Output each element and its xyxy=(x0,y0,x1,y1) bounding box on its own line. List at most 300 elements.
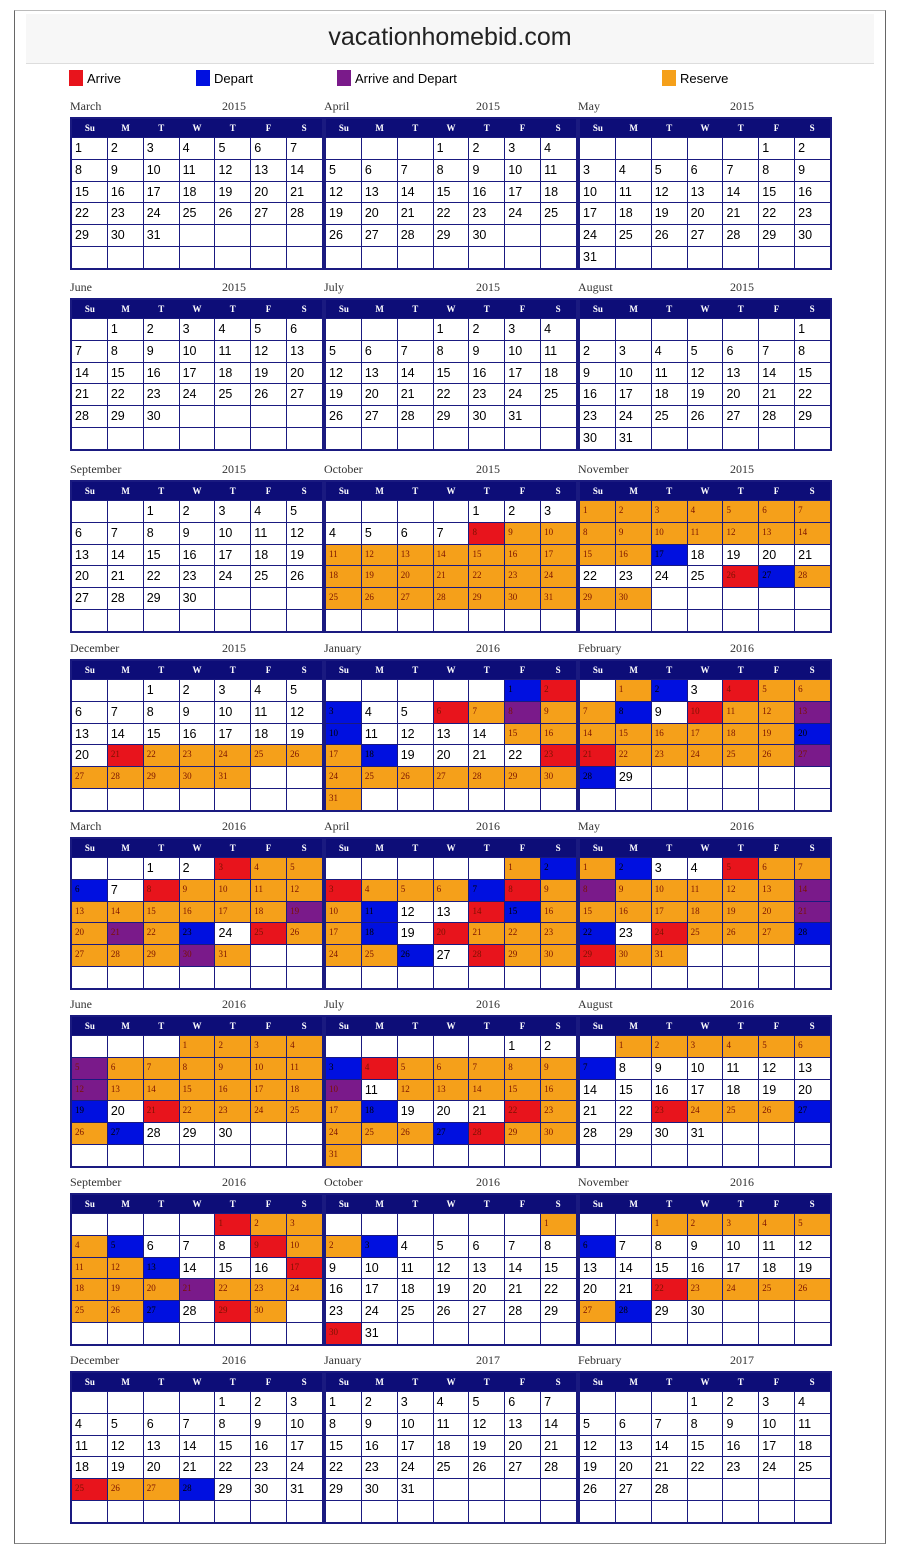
day-cell: 12 xyxy=(326,181,362,203)
calendar-table xyxy=(324,659,578,812)
month-calendar xyxy=(70,1349,324,1524)
day-cell: 11 xyxy=(795,1413,830,1435)
day-cell: 21 xyxy=(398,383,434,405)
day-cell: 29 xyxy=(144,766,180,788)
day-cell: 15 xyxy=(326,1435,362,1457)
day-cell: 2 xyxy=(180,679,216,701)
empty-cell xyxy=(72,1322,108,1344)
empty-cell xyxy=(795,1122,830,1144)
empty-cell xyxy=(215,246,251,268)
day-cell: 25 xyxy=(541,202,576,224)
empty-cell xyxy=(469,1478,505,1500)
day-cell: 17 xyxy=(180,362,216,384)
day-cell: 14 xyxy=(469,1079,505,1101)
month-year: 2015 xyxy=(222,641,246,655)
weekday-label: T xyxy=(412,1377,419,1387)
week-row xyxy=(326,788,576,810)
week-row xyxy=(72,1235,322,1257)
day-cell: 7 xyxy=(398,340,434,362)
empty-cell xyxy=(215,224,251,246)
day-cell: 8 xyxy=(144,879,180,901)
weekday-label: F xyxy=(519,665,526,675)
month-name: May xyxy=(578,819,600,833)
day-cell: 26 xyxy=(688,405,724,427)
empty-cell xyxy=(541,1322,576,1344)
empty-cell xyxy=(795,246,830,268)
weekday-label: M xyxy=(629,304,638,314)
day-cell: 6 xyxy=(795,679,830,701)
day-cell: 26 xyxy=(108,1478,144,1500)
day-cell: 3 xyxy=(287,1391,322,1413)
weekday-label: T xyxy=(666,1199,673,1209)
empty-cell xyxy=(505,1322,541,1344)
empty-cell xyxy=(362,318,398,340)
day-cell: 1 xyxy=(505,1035,541,1057)
weekday-label: F xyxy=(265,1199,272,1209)
weekday-label: T xyxy=(737,843,744,853)
week-row xyxy=(580,137,830,159)
empty-cell xyxy=(72,1213,108,1235)
day-cell: 3 xyxy=(326,701,362,723)
day-cell: 3 xyxy=(362,1235,398,1257)
day-cell: 30 xyxy=(144,405,180,427)
day-cell: 22 xyxy=(652,1278,688,1300)
weekday-label: S xyxy=(555,665,561,675)
day-cell: 21 xyxy=(144,1100,180,1122)
empty-cell xyxy=(795,1322,830,1344)
day-cell: 5 xyxy=(326,340,362,362)
week-row xyxy=(326,901,576,923)
month-header xyxy=(324,815,578,837)
empty-cell xyxy=(541,788,576,810)
day-cell: 26 xyxy=(759,744,795,766)
weekday-label: Su xyxy=(592,1377,603,1387)
weekday-label: S xyxy=(809,123,815,133)
day-cell: 7 xyxy=(434,522,470,544)
empty-cell xyxy=(616,137,652,159)
day-cell: 14 xyxy=(652,1435,688,1457)
empty-cell xyxy=(398,246,434,268)
month-year: 2016 xyxy=(222,1175,246,1189)
week-row xyxy=(72,1144,322,1166)
empty-cell xyxy=(541,246,576,268)
day-cell: 29 xyxy=(541,1300,576,1322)
day-cell: 30 xyxy=(180,766,216,788)
week-row xyxy=(326,362,576,384)
weekday-label: T xyxy=(158,843,165,853)
week-row xyxy=(72,788,322,810)
day-cell: 4 xyxy=(688,857,724,879)
empty-cell xyxy=(469,788,505,810)
month-year: 2016 xyxy=(222,997,246,1011)
day-cell: 18 xyxy=(652,383,688,405)
empty-cell xyxy=(616,1391,652,1413)
weekday-label: W xyxy=(446,123,456,133)
day-cell: 20 xyxy=(362,383,398,405)
empty-cell xyxy=(688,246,724,268)
day-cell: 10 xyxy=(326,723,362,745)
day-cell: 15 xyxy=(180,1079,216,1101)
day-cell: 21 xyxy=(469,922,505,944)
empty-cell xyxy=(469,857,505,879)
day-cell: 20 xyxy=(287,362,322,384)
empty-cell xyxy=(72,318,108,340)
day-cell: 3 xyxy=(759,1391,795,1413)
calendar-table xyxy=(578,1193,832,1346)
weekday-label: W xyxy=(192,123,202,133)
day-cell: 30 xyxy=(580,427,616,449)
day-cell: 15 xyxy=(434,181,470,203)
day-cell: 3 xyxy=(144,137,180,159)
empty-cell xyxy=(326,318,362,340)
day-cell: 15 xyxy=(616,723,652,745)
empty-cell xyxy=(215,427,251,449)
week-row xyxy=(72,1122,322,1144)
legend-label: Arrive and Depart xyxy=(355,70,457,86)
day-cell: 12 xyxy=(251,340,287,362)
day-cell: 14 xyxy=(108,901,144,923)
empty-cell xyxy=(469,1144,505,1166)
day-cell: 12 xyxy=(362,544,398,566)
day-cell: 24 xyxy=(180,383,216,405)
empty-cell xyxy=(541,224,576,246)
day-cell: 9 xyxy=(108,159,144,181)
day-cell: 26 xyxy=(723,922,759,944)
day-cell: 6 xyxy=(505,1391,541,1413)
day-cell: 4 xyxy=(434,1391,470,1413)
weekday-label: Su xyxy=(592,1021,603,1031)
empty-cell xyxy=(505,1144,541,1166)
empty-cell xyxy=(469,427,505,449)
empty-cell xyxy=(688,1500,724,1522)
day-cell: 27 xyxy=(287,383,322,405)
empty-cell xyxy=(505,1478,541,1500)
day-cell: 9 xyxy=(251,1413,287,1435)
weekday-label: T xyxy=(483,304,490,314)
calendar-table xyxy=(324,480,578,633)
empty-cell xyxy=(616,966,652,988)
week-row xyxy=(72,1478,322,1500)
day-cell: 7 xyxy=(469,1057,505,1079)
day-cell: 5 xyxy=(434,1235,470,1257)
weekday-label: W xyxy=(446,665,456,675)
week-row xyxy=(326,427,576,449)
day-cell: 17 xyxy=(616,383,652,405)
month-year: 2015 xyxy=(222,462,246,476)
day-cell: 18 xyxy=(362,1100,398,1122)
day-cell: 6 xyxy=(469,1235,505,1257)
week-row xyxy=(72,1391,322,1413)
day-cell: 11 xyxy=(398,1257,434,1279)
day-cell: 13 xyxy=(616,1435,652,1457)
calendar-table xyxy=(578,1015,832,1168)
day-cell: 24 xyxy=(652,565,688,587)
week-row xyxy=(580,1500,830,1522)
day-cell: 20 xyxy=(795,723,830,745)
weekday-label: T xyxy=(158,665,165,675)
day-cell: 21 xyxy=(180,1456,216,1478)
month-name: June xyxy=(70,280,92,294)
day-cell: 25 xyxy=(723,1100,759,1122)
weekday-label: T xyxy=(666,123,673,133)
empty-cell xyxy=(287,224,322,246)
empty-cell xyxy=(251,427,287,449)
day-cell: 22 xyxy=(108,383,144,405)
day-cell: 28 xyxy=(144,1122,180,1144)
legend-reserve xyxy=(662,70,728,86)
day-cell: 30 xyxy=(251,1300,287,1322)
day-cell: 10 xyxy=(723,1235,759,1257)
day-cell: 21 xyxy=(398,202,434,224)
day-cell: 8 xyxy=(108,340,144,362)
day-cell: 28 xyxy=(469,1122,505,1144)
week-row xyxy=(326,1122,576,1144)
week-row xyxy=(72,1300,322,1322)
day-cell: 18 xyxy=(723,723,759,745)
empty-cell xyxy=(287,944,322,966)
day-cell: 10 xyxy=(759,1413,795,1435)
empty-cell xyxy=(362,788,398,810)
weekday-label: S xyxy=(555,304,561,314)
week-row xyxy=(326,383,576,405)
weekday-label: Su xyxy=(338,486,349,496)
week-row xyxy=(580,879,830,901)
empty-cell xyxy=(72,1144,108,1166)
weekday-label: T xyxy=(229,1377,236,1387)
day-cell: 27 xyxy=(616,1478,652,1500)
empty-cell xyxy=(723,1122,759,1144)
week-row xyxy=(326,679,576,701)
week-row xyxy=(72,857,322,879)
day-cell: 29 xyxy=(434,405,470,427)
empty-cell xyxy=(580,788,616,810)
empty-cell xyxy=(72,679,108,701)
day-cell: 11 xyxy=(251,522,287,544)
day-cell: 18 xyxy=(215,362,251,384)
day-cell: 29 xyxy=(759,224,795,246)
day-cell: 26 xyxy=(434,1300,470,1322)
day-cell: 4 xyxy=(541,137,576,159)
day-cell: 17 xyxy=(287,1435,322,1457)
day-cell: 31 xyxy=(580,246,616,268)
day-cell: 13 xyxy=(72,544,108,566)
month-header xyxy=(324,1349,578,1371)
empty-cell xyxy=(144,1391,180,1413)
day-cell: 26 xyxy=(652,224,688,246)
day-cell: 27 xyxy=(144,1478,180,1500)
empty-cell xyxy=(469,966,505,988)
day-cell: 30 xyxy=(108,224,144,246)
weekday-label: M xyxy=(121,1021,130,1031)
weekday-label: F xyxy=(773,1377,780,1387)
day-cell: 31 xyxy=(326,788,362,810)
day-cell: 24 xyxy=(580,224,616,246)
day-cell: 28 xyxy=(541,1456,576,1478)
week-row xyxy=(580,1435,830,1457)
month-year: 2016 xyxy=(222,819,246,833)
day-cell: 26 xyxy=(287,922,322,944)
day-cell: 28 xyxy=(398,405,434,427)
weekday-header xyxy=(580,839,830,857)
weekday-label: F xyxy=(519,1377,526,1387)
week-row xyxy=(72,246,322,268)
weekday-label: T xyxy=(158,1377,165,1387)
day-cell: 3 xyxy=(652,500,688,522)
day-cell: 2 xyxy=(108,137,144,159)
day-cell: 5 xyxy=(326,159,362,181)
day-cell: 16 xyxy=(541,1079,576,1101)
week-row xyxy=(580,383,830,405)
empty-cell xyxy=(505,1500,541,1522)
day-cell: 27 xyxy=(72,587,108,609)
month-name: March xyxy=(70,99,102,113)
empty-cell xyxy=(688,766,724,788)
legend-depart xyxy=(196,70,253,86)
month-header xyxy=(578,1171,832,1193)
week-row xyxy=(580,1057,830,1079)
month-name: April xyxy=(324,819,350,833)
day-cell: 31 xyxy=(688,1122,724,1144)
empty-cell xyxy=(398,1322,434,1344)
month-calendar xyxy=(578,1349,832,1524)
day-cell: 30 xyxy=(616,587,652,609)
day-cell: 7 xyxy=(469,701,505,723)
day-cell: 28 xyxy=(616,1300,652,1322)
day-cell: 8 xyxy=(144,701,180,723)
empty-cell xyxy=(326,609,362,631)
day-cell: 9 xyxy=(723,1413,759,1435)
empty-cell xyxy=(108,1144,144,1166)
day-cell: 9 xyxy=(795,159,830,181)
day-cell: 31 xyxy=(144,224,180,246)
empty-cell xyxy=(180,427,216,449)
day-cell: 13 xyxy=(434,723,470,745)
week-row xyxy=(580,500,830,522)
day-cell: 26 xyxy=(251,383,287,405)
empty-cell xyxy=(72,500,108,522)
day-cell: 27 xyxy=(759,565,795,587)
weekday-label: W xyxy=(446,486,456,496)
day-cell: 3 xyxy=(505,137,541,159)
empty-cell xyxy=(108,1322,144,1344)
day-cell: 6 xyxy=(144,1235,180,1257)
day-cell: 4 xyxy=(795,1391,830,1413)
day-cell: 30 xyxy=(541,1122,576,1144)
empty-cell xyxy=(144,788,180,810)
day-cell: 4 xyxy=(362,879,398,901)
day-cell: 6 xyxy=(759,857,795,879)
empty-cell xyxy=(759,1300,795,1322)
day-cell: 4 xyxy=(362,1057,398,1079)
month-name: August xyxy=(578,280,613,294)
day-cell: 10 xyxy=(616,362,652,384)
month-calendar xyxy=(70,637,324,812)
day-cell: 23 xyxy=(180,565,216,587)
week-row xyxy=(72,1035,322,1057)
day-cell: 22 xyxy=(505,922,541,944)
weekday-label: W xyxy=(700,1021,710,1031)
week-row xyxy=(72,522,322,544)
weekday-label: T xyxy=(412,843,419,853)
day-cell: 1 xyxy=(580,857,616,879)
day-cell: 4 xyxy=(215,318,251,340)
day-cell: 17 xyxy=(215,901,251,923)
month-name: October xyxy=(324,1175,363,1189)
day-cell: 15 xyxy=(505,901,541,923)
empty-cell xyxy=(72,788,108,810)
day-cell: 10 xyxy=(287,1235,322,1257)
empty-cell xyxy=(287,766,322,788)
day-cell: 7 xyxy=(580,701,616,723)
day-cell: 6 xyxy=(72,879,108,901)
day-cell: 9 xyxy=(180,879,216,901)
day-cell: 19 xyxy=(398,922,434,944)
day-cell: 22 xyxy=(541,1278,576,1300)
day-cell: 24 xyxy=(326,1122,362,1144)
day-cell: 13 xyxy=(72,723,108,745)
day-cell: 25 xyxy=(326,587,362,609)
empty-cell xyxy=(108,857,144,879)
month-year: 2015 xyxy=(476,462,500,476)
day-cell: 13 xyxy=(688,181,724,203)
day-cell: 9 xyxy=(580,362,616,384)
week-row xyxy=(72,340,322,362)
day-cell: 1 xyxy=(616,679,652,701)
day-cell: 9 xyxy=(144,340,180,362)
weekday-label: T xyxy=(229,665,236,675)
day-cell: 17 xyxy=(759,1435,795,1457)
week-row xyxy=(580,544,830,566)
day-cell: 20 xyxy=(469,1278,505,1300)
day-cell: 25 xyxy=(541,383,576,405)
empty-cell xyxy=(434,1322,470,1344)
empty-cell xyxy=(505,966,541,988)
day-cell: 27 xyxy=(251,202,287,224)
day-cell: 28 xyxy=(723,224,759,246)
legend-label: Reserve xyxy=(680,70,729,86)
month-header xyxy=(70,815,324,837)
day-cell: 19 xyxy=(759,723,795,745)
day-cell: 18 xyxy=(362,744,398,766)
day-cell: 6 xyxy=(398,522,434,544)
day-cell: 6 xyxy=(795,1035,830,1057)
day-cell: 11 xyxy=(688,879,724,901)
week-row xyxy=(580,1300,830,1322)
weekday-label: Su xyxy=(338,123,349,133)
weekday-label: M xyxy=(121,304,130,314)
weekday-label: M xyxy=(629,665,638,675)
week-row xyxy=(326,1235,576,1257)
weekday-label: W xyxy=(446,304,456,314)
day-cell: 12 xyxy=(652,181,688,203)
day-cell: 14 xyxy=(180,1257,216,1279)
day-cell: 19 xyxy=(215,181,251,203)
empty-cell xyxy=(251,766,287,788)
empty-cell xyxy=(251,609,287,631)
weekday-label: M xyxy=(375,1021,384,1031)
day-cell: 21 xyxy=(108,744,144,766)
week-row xyxy=(326,1391,576,1413)
day-cell: 7 xyxy=(541,1391,576,1413)
day-cell: 13 xyxy=(434,901,470,923)
day-cell: 2 xyxy=(652,679,688,701)
day-cell: 30 xyxy=(541,766,576,788)
weekday-label: W xyxy=(192,665,202,675)
empty-cell xyxy=(144,1144,180,1166)
week-row xyxy=(580,944,830,966)
week-row xyxy=(580,522,830,544)
empty-cell xyxy=(434,966,470,988)
